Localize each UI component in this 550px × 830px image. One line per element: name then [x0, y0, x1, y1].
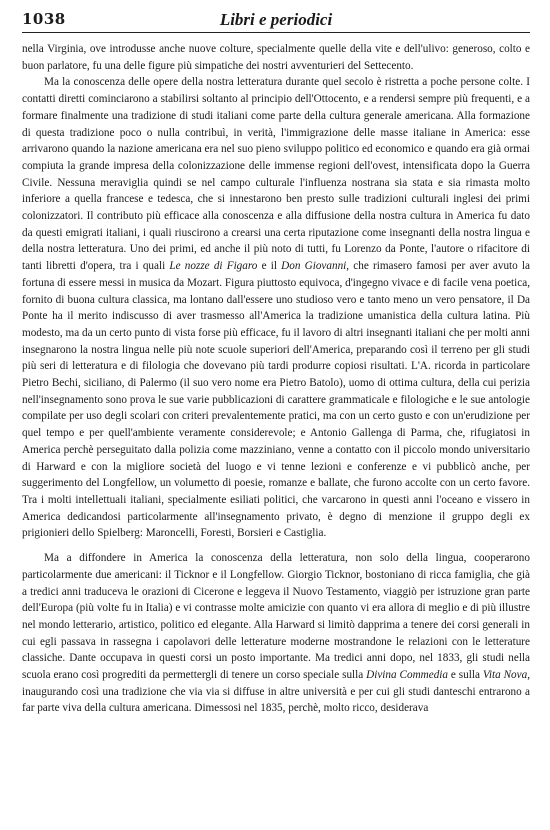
- page-header: [22, 10, 530, 33]
- text-run: e il: [257, 260, 282, 273]
- page-number: 1038: [22, 10, 66, 28]
- text-run: e sulla: [448, 669, 483, 682]
- paragraph: [22, 41, 530, 74]
- italic-title: Vita Nova: [482, 669, 528, 682]
- italic-title: Don Giovanni: [281, 260, 347, 273]
- text-run: Ma la conoscenza delle opere della nostra letteratura durante quel secolo è ristretta a poche persone colte. I contatti diretti cominciarono a stabilirsi soltanto al principio dell'Ottocento, e a rendersi sempre più frequenti, e a formare finalmente una tradizione di studi italiani come parte della cultura generale americana. Alla formazione di questa tradizione poco o nulla contribuì, in verità, l'immigrazione delle masse italiane in America: esse arrivarono quando la nazione americana era nel suo pieno sviluppo politico ed economico e quando era già ormai compiuta la grande impresa della colonizzazione delle immense regioni dell'ovest, intensificata dopo la Guerra Civile. Nessuna meraviglia quindi se nel campo culturale l'influenza nostrana sia stata e sia rimasta molto inferiore a quella francese e tedesca, che si innestarono ben presto sulle tradizioni culturali inglesi dei primi colonizzatori. Il contributo più efficace alla conoscenza e alla diffusione della nostra cultura in America fu dato da questi emigrati italiani, i quali riuscirono a crearsi una certa riputazione come insegnanti della nostra lingua e della nostra letteratura. Uno dei primi, ed anche il più noto di tutti, fu Lorenzo da Ponte, l'autore o rifacitore di tanti libretti d'opera, tra i quali: [22, 76, 530, 273]
- text-run: Ma a diffondere in America la conoscenza della letteratura, non solo della lingua, cooperarono particolarmente due americani: il Ticknor e il Longfellow. Giorgio Ticknor, bostoniano di ricca famiglia, che già a tredici anni traduceva le orazioni di Cicerone e leggeva il Nuovo Testamento, viaggiò per istruzione gran parte dell'Europa (più volte fu in Italia) e vi contrasse molte amicizie con quanto vi era allora di meglio e di più illustre nel mondo letterario, artistico, politico ed elegante. Alla Harward si limitò dapprima a tenere dei corsi generali in cui egli passava in rassegna i capolavori delle letterature moderne mostrandone le relazioni con le letterature classiche. Dante occupava in questi corsi un posto importante. Ma tredici anni dopo, nel 1833, gli studi nella scuola erano così progrediti da permettergli di tenere un corso speciale sulla: [22, 552, 530, 682]
- text-run: , che rimasero famosi per aver avuto la fortuna di essere messi in musica da Mozart. Figura piuttosto equivoca, d'ingegno vivace e di facile vena poetica, fornito di buona cultura classica, ma lontano dall'essere uno studioso vero e tanto meno un vero pensatore, il Da Ponte ha il merito indiscusso di aver trasmesso all'America la tradizione umanistica della cultura latina. Più modesto, ma da un certo punto di vista forse più efficace, fu il lavoro di altri insegnanti italiani che per molti anni insegnarono la nostra lingua nelle più note scuole superiori dell'America, preparando così il terreno per gli studi più seri di letteratura e di filologia che dovevano più tardi produrre copiosi risultati. L'A. ricorda in particolare Pietro Bechi, siciliano, di Palermo (il suo vero nome era Pietro Batolo), uomo di ottima cultura, della cui perizia nell'insegnamento sono prova le sue varie pubblicazioni di carattere grammaticale e filologiche e le sue antologie compilate per uso degli scolari con criteri prevalentemente pratici, ma con un certo gusto e con un'erudizione per quel tempo e per quell'ambiente veramente considerevole; e Antonio Gallenga di Parma, che, rifugiatosi in America perchè perseguitato dalla polizia come mazziniano, venne a contatto con il piccolo mondo universitario di Harward e con la migliore società del luogo e vi tenne lezioni e conferenze e vi pubblicò anche, per suggerimento del Longfellow, un volumetto di poesie, romanze e ballate, che furono accolte con un certo favore. Tra i molti intellettuali italiani, specialmente esiliati politici, che varcarono in questi anni l'oceano e vissero in America dedicandosi particolarmente all'insegnamento privato, è degno di menzione il gruppo degli ex prigionieri dello Spielberg: Maroncelli, Foresti, Borsieri e Castiglia.: [22, 260, 531, 540]
- italic-title: Le nozze di Figaro: [169, 260, 258, 273]
- italic-title: Divina Commedia: [366, 669, 448, 682]
- article-body: [22, 41, 530, 717]
- text-run: nella Virginia, ove introdusse anche nuove colture, specialmente quelle della vite e dell'ulivo: generoso, colto e buon parlatore, fu una delle figure più simpatiche dei nostri avventurieri del Settecento.: [22, 43, 530, 72]
- text-run: , inaugurando così una tradizione che via via si diffuse in altre università e per cui gli studi danteschi entrarono a far parte viva della cultura americana. Dimessosi nel 1835, perchè, molto ricco, desiderava: [22, 669, 530, 715]
- paragraph: [22, 74, 530, 542]
- paragraph: [22, 550, 530, 717]
- journal-page: [22, 10, 530, 717]
- running-title: Libri e periodici: [219, 10, 333, 29]
